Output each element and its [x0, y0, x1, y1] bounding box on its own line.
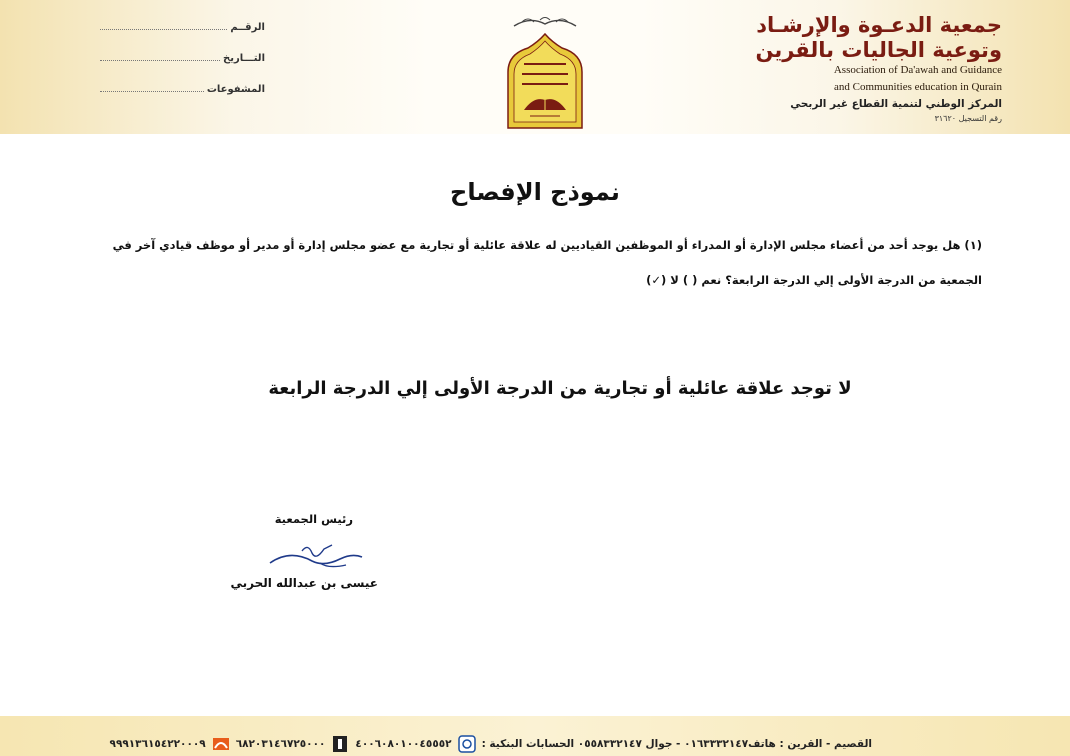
letterhead	[0, 0, 1070, 134]
ref-date-blank	[100, 51, 220, 61]
signatory-name: عيسى بن عبدالله الحربي	[230, 576, 378, 590]
org-name-english-line1: Association of Da'awah and Guidance	[833, 64, 1002, 76]
footer-contact	[109, 735, 872, 753]
ref-number-row	[100, 20, 265, 51]
organization-block	[702, 12, 1002, 125]
question-line-2: الجمعية من الدرجة الأولى إلي الدرجة الرابعة؟ نعم ( ) لا (✓)	[646, 273, 982, 287]
ref-date-label: التـــاريخ	[223, 53, 265, 64]
registration-number: رقم التسجيل ٣١٦٢٠	[934, 114, 1002, 123]
bank-logo-icon	[331, 735, 349, 753]
org-name-line2: وتوعية الجاليات بالقرين	[755, 38, 1002, 62]
footer-address: القصيم - القرين : هاتف٠١٦٣٣٣٢١٤٧ - جوال ٠٥٥٨٣٣٢١٤٧ الحسابات البنكية :	[481, 738, 872, 750]
answer-statement: لا توجد علاقة عائلية أو تجارية من الدرجة الأولى إلي الدرجة الرابعة	[268, 378, 852, 399]
org-affiliation: المركز الوطني لتنمية القطاع غير الربحي	[790, 98, 1002, 110]
bank-account-2: ٦٨٢٠٣١٤٦٧٢٥٠٠٠	[235, 738, 326, 750]
bank-logo-icon	[458, 735, 476, 753]
bank-account-1: ٤٠٠٦٠٨٠١٠٠٤٥٥٥٢	[355, 738, 452, 750]
ref-attachments-row	[100, 82, 265, 113]
reference-fields	[100, 20, 265, 113]
question-line-1: (١) هل يوجد أحد من أعضاء مجلس الإدارة أو المدراء أو الموظفين القياديين له علاقة عائلية أو تجارية مع عضو مجلس إدارة أو مدير أو موظف قيادي آخر في	[112, 238, 982, 252]
ref-number-blank	[100, 20, 227, 30]
org-name-english-line2: and Communities education in Qurain	[833, 81, 1002, 93]
footer-bar	[0, 716, 1070, 756]
bank-logo-icon	[212, 735, 230, 753]
mosque-book-logo-icon	[500, 12, 590, 132]
ref-date-row	[100, 51, 265, 82]
organization-logo	[500, 12, 590, 132]
document-title: نموذج الإفصاح	[450, 178, 620, 206]
handwritten-signature	[262, 535, 372, 575]
org-name-line1: جمعية الدعـوة والإرشـاد	[756, 13, 1002, 37]
signatory-title: رئيس الجمعية	[274, 512, 353, 526]
ref-attachments-blank	[100, 82, 204, 92]
ref-attachments-label: المشفوعات	[206, 84, 265, 95]
bank-account-3: ٩٩٩١٣٦١٥٤٢٢٠٠٠٩	[109, 738, 206, 750]
ref-number-label: الرقــم	[230, 22, 265, 33]
